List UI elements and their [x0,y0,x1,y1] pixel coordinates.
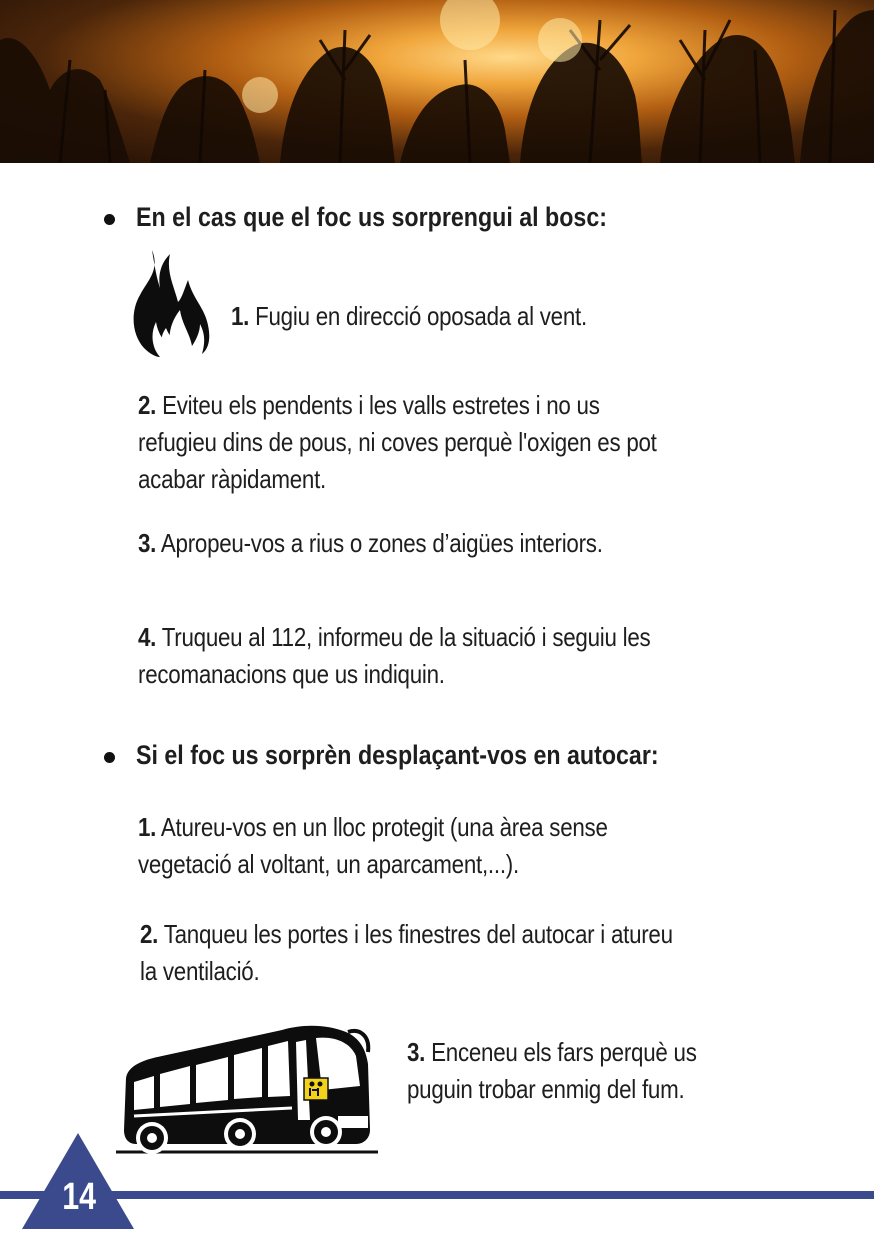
step-number: 4. [138,622,157,652]
forest-step-2 [138,387,657,498]
section-heading-bus: Si el foc us sorprèn desplaçant-vos en autocar: [136,740,659,770]
bus-step-3 [407,1034,697,1108]
step-text: puguin trobar enmig del fum. [407,1074,685,1104]
step-text: Truqueu al 112, informeu de la situació i seguiu les [161,622,651,652]
step-number: 3. [407,1037,426,1067]
step-text: refugieu dins de pous, ni coves perquè l'oxigen es pot [138,427,657,457]
tree-silhouettes [0,0,874,163]
step-number: 2. [138,390,157,420]
flame-icon [130,250,210,358]
forest-step-4 [138,619,650,693]
step-text: vegetació al voltant, un aparcament,...). [138,849,519,879]
step-number: 1. [138,812,157,842]
forest-step-1 [231,298,587,335]
step-number: 2. [140,919,159,949]
section-heading-forest: En el cas que el foc us sorprengui al bosc: [136,202,607,232]
page-number: 14 [62,1176,97,1218]
step-text: Tanqueu les portes i les finestres del autocar i atureu [163,919,673,949]
step-number: 3. [138,528,157,558]
step-text: acabar ràpidament. [138,464,327,494]
bullet [104,214,115,225]
step-text: Enceneu els fars perquè us [431,1037,697,1067]
step-number: 1. [231,301,250,331]
step-text: Atureu-vos en un lloc protegit (una àrea sense [160,812,608,842]
step-text: la ventilació. [140,956,260,986]
step-text: Fugiu en direcció oposada al vent. [255,301,587,331]
forest-fire-image [0,0,874,163]
step-text: Eviteu els pendents i les valls estretes i no us [162,390,600,420]
step-text: recomanacions que us indiquin. [138,659,445,689]
bullet [104,752,115,763]
bus-step-1 [138,809,608,883]
bus-step-2 [140,916,673,990]
step-text: Apropeu-vos a rius o zones d’aigües interiors. [160,528,603,558]
bus-icon [112,1020,382,1160]
forest-step-3 [138,525,603,562]
